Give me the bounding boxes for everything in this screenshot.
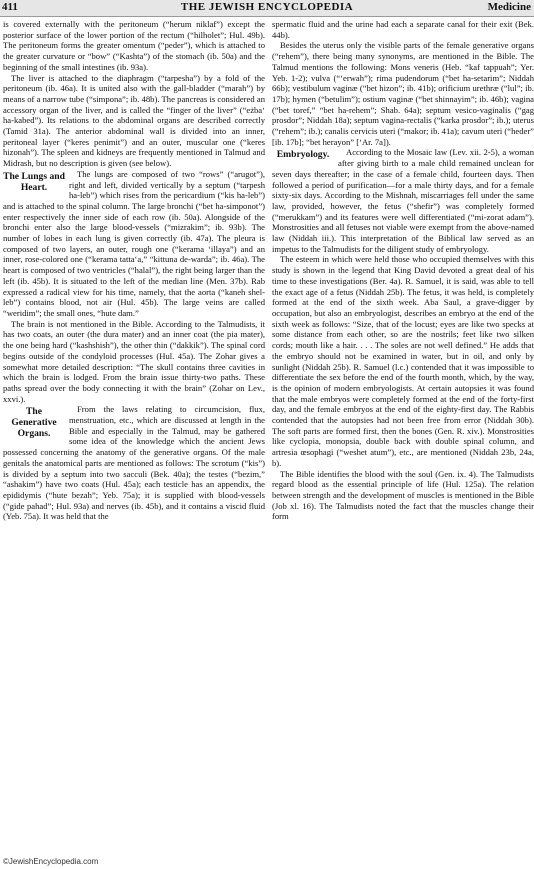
copyright-footer: ©JewishEncyclopedia.com [3, 857, 99, 866]
paragraph: Besides the uterus only the visible parts of the female generative organs (“rehem”), there being many synonyms, are mentioned in the Bible. The Talmud mentions the following: Mons veneris (Heb. “kaf tappuah”; Yer. Yeb. 1-2); vulva (“‘erwah”); rima pudendorum (“bet ha-setarim”; Niddah 66b); vestibulum vaginæ (“bet hizon”; ib. 41b); orificium urethræ (“lul”; ib. 17b); hymen (“betulim”); ostium vaginæ (“bet shinnayim”; ib. 46b); vagina (“bet toref,” “bet ha-rehem”; Shab. 64a); septum vesico-vaginalis (“gag prosdor”; Niddah 18a); septum vagina-rectalis (“karka prosdor”; ib.); uterus (“rehem”; ib.); canalis cervicis uteri (“makor; ib. 41a); cavum uteri (“heder” [ib. 17b]; “bet herayon” [‘Ar. 7a]). [272, 40, 534, 147]
paragraph: The Bible identifies the blood with the soul (Gen. ix. 4). The Talmudists regard blood as the essential principle of life (Hul. 125a). The relation between strength and the development of muscles is mentioned in the Bible (Job xl. 16). The Talmudists noted the fact that the muscles change their form [272, 468, 534, 522]
page-number: 411 [2, 1, 18, 13]
side-heading-generative-organs: The Generative Organs. [11, 406, 57, 440]
right-column [272, 19, 534, 849]
paragraph: The brain is not mentioned in the Bible. According to the Talmudists, it has two coats, an outer (the dura mater) and an inner coat (the pia mater), the one being hard (“kashshish”), the other thin (“dakkik”). The spinal cord begins outside of the condyloid processes (Hul. 45a). The Zohar gives a somewhat more detailed description: “The skull contains three cavities in which the brain is lodged. From the brain issue thirty-two paths. These paths spread over the body connecting it with the brain” (Zohar on Lev., xxvi.). [3, 318, 265, 404]
paragraph: The esteem in which were held those who occupied themselves with this study is shown in the legend that King David devoted a great deal of his time to these investigations (Ber. 4a). R. Samuel, it is said, was able to tell the exact age of a fetus (Niddah 25b). The fetus, it was held, is completely formed at the end of the sixth week. Aba Saul, a grave-digger by occupation, but also an embryologist, describes an embryo at the end of the sixth week as follows: “Size, that of the locust; eyes are like two specks at some distance from each other, so are the nostrils; feet like two silken cords; mouth like a hair. . . . The soles are not well defined.” He adds that the embryo should not be examined in water, but in oil, and only by sunlight (Niddah 25b). R. Samuel (l.c.) contended that it was impossible to differentiate the sex before the end of the fourth month, which, by the way, is the opinion of modern embryologists. At certain autopsies it was found that the male embryos were completely formed at the end of the forty-first day, and the female embryos at the end of the eighty-first day. The Rabbis contended that the autopsies had not been free from error (Niddah 30b). The soft parts are formed first, then the bones (Gen. R. xiv.). Monstrosities like cyclopia, monopsia, double back with double spinal column, and artresia œsophagi (“weshet atum”), etc., are mentioned (Niddah 23b, 24a, b). [272, 254, 534, 468]
section-title: Medicine [487, 1, 531, 13]
paragraph: is covered externally with the peritoneum (“herum niklaf”) except the posterior surface of the lower portion of the rectum (“hilholet”; Hul. 49b). The peritoneum forms the greater omentum (“peder”), which is attached to the greater curvature or “bow” (“Kashta”) of the stomach (ib. 50a) and the beginning of the small intestines (ib. 93a). [3, 19, 265, 72]
paragraph: According to the Mosaic law (Lev. xii. 2-5), a woman after giving birth to a male child remained unclean for seven days thereafter; in the case of a female child, fourteen days. Then followed a period of purification—for a male thirty days, and for a female sixty-six days. According to the Mishnah, miscarriages fell under the same law, provided, however, the fetus (“shefir”) was completely formed (“merukkam”) and its features were well differentiated (“mi-zorat adam”). Monstrosities and all fetuses not viable were exempt from the above-named law (Niddah iii.). This interpretation of the Biblical law served as an impetus to the Talmudists for the diligent study of embryology. [272, 147, 534, 254]
paragraph: The lungs are composed of two “rows” (“arugot”), right and left, divided vertically by a septum (“tarpesh ha-leb”) which rises from the pericardium (“kis ha-leb”) and is attached to the spinal column. The large bronchi (“bet ha-simponot”) enter respectively the inner side of each row (ib. 50a). Alongside of the bronchi enter also the large blood-vessels (“mizrakim”; ib. 93b). The number of lobes in each lung is given correctly (ib. 47a). The pleura is composed of two layers, an outer, rough one (“kerama ‘illaya”) and an inner, rose-colored one (“kerama tatta‘a,” “kittuna de-warda”; ib. 46a). The heart is composed of two ventricles (“halal”), the right being larger than the left (ib. 45b). It is situated to the left of the median line (Men. 37b). Rab expressed a radical view for his time, namely, that the aorta (“kaneh shel-leb”) contains blood, not air (Hul. 45b). The large veins are called “weridim”; the small ones, “hute dam.” [3, 168, 265, 318]
paragraph: The liver is attached to the diaphragm (“tarpesha”) by a fold of the peritoneum (ib. 46a). It is united also with the gall-bladder (“marah”) by means of a narrow tube (“simpona”; ib. 48b). The pancreas is considered an accessory organ of the liver, and is called the “finger of the liver” (“eżba‘ ha-kabed”). Its relations to the abdominal organs are described correctly (Tamid 31a). The anterior abdominal wall is divided into an inner, peritoneal layer (“keres penimit”) and an outer, muscular one (“keres hizonah”). The spleen and kidneys are frequently mentioned in Talmud and Midrash, but no description is given (see below). [3, 72, 265, 169]
page-header [0, 0, 534, 17]
left-column [3, 19, 265, 849]
paragraph: From the laws relating to circumcision, flux, menstruation, etc., which are discussed at length in the Bible and especially in the Talmud, may be gathered some idea of the knowledge which the ancient Jews possessed concerning the anatomy of the generative organs. Of the male genitals the anatomical parts are mentioned as follows: The scrotum (“kis”) is divided by a septum into two sacculi (Bek. 40a); the testes (“bezim,” “ashakim”) have two coats (Hul. 45a); each testicle has an appendix, the epididymis (“hute bezah”; Yeb. 75a); it is supplied with blood-vessels (“gide pahad”; Hul. 93a) and nerves (ib. 45b), and it contains a viscid fluid (Yeb. 75a). It was held that the [3, 404, 265, 522]
side-heading-embryology: Embryology. [276, 149, 330, 161]
running-title: THE JEWISH ENCYCLOPEDIA [180, 1, 354, 13]
side-heading-lungs-heart: The Lungs and Heart. [3, 170, 65, 193]
paragraph: spermatic fluid and the urine had each a separate canal for their exit (Bek. 44b). [272, 19, 534, 40]
